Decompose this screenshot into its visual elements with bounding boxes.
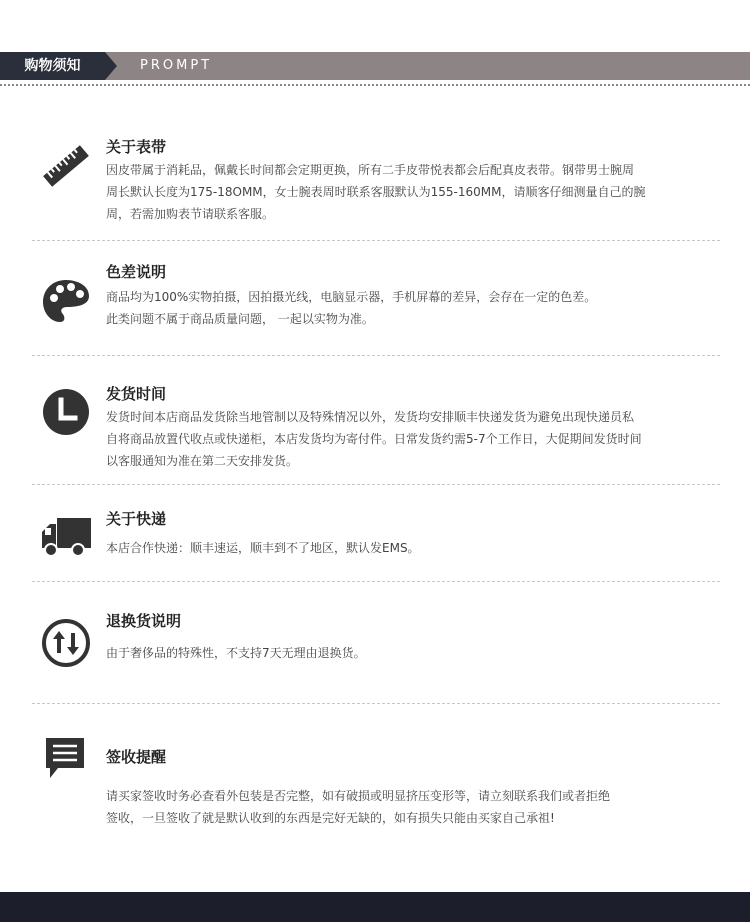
section-title: 色差说明	[106, 263, 167, 281]
section-body: 由于奢侈品的特殊性，不支持7天无理由退换货。	[106, 646, 366, 660]
palette-icon	[40, 276, 92, 328]
section-title: 退换货说明	[106, 612, 182, 630]
section-title: 签收提醒	[106, 748, 167, 766]
section-body: 因皮带属于消耗品，佩戴长时间都会定期更换，所有二手皮带悦表都会后配真皮表带。钢带男士腕周 周长默认长度为175-18OMM，女士腕表周时联系客服默认为155-160MM，请顺客仔细测量自己的腕 周，若需加购表节请联系客服。	[106, 163, 646, 221]
section-body: 商品均为100%实物拍摄，因拍摄光线，电脑显示器，手机屏幕的差异，会存在一定的色差。 此类问题不属于商品质量问题， 一起以实物为准。	[106, 290, 597, 326]
footer-bar	[0, 892, 750, 922]
clock-icon	[40, 386, 92, 438]
section-title: 关于快递	[106, 510, 167, 528]
divider	[32, 484, 720, 485]
exchange-icon	[40, 617, 92, 669]
divider	[32, 355, 720, 356]
section-body: 本店合作快递：顺丰速运，顺丰到不了地区，默认发EMS。	[106, 541, 420, 555]
truck-icon	[40, 512, 94, 564]
divider	[32, 581, 720, 582]
header-dotted-line	[0, 84, 750, 86]
section-title: 发货时间	[106, 385, 167, 403]
header-label: 购物须知	[0, 52, 105, 80]
section-body: 请买家签收时务必查看外包装是否完整，如有破损或明显挤压变形等，请立刻联系我们或者拒绝 签收，一旦签收了就是默认收到的东西是完好无缺的，如有损失只能由买家自己承祖!	[106, 789, 611, 825]
divider	[32, 703, 720, 704]
message-icon	[40, 734, 92, 786]
header-bar	[0, 52, 750, 80]
section-title: 关于表带	[106, 138, 167, 156]
divider	[32, 240, 720, 241]
section-body: 发货时间本店商品发货除当地管制以及特殊情况以外，发货均安排顺丰快递发货为避免出现快递员私 自将商品放置代收点或快递柜，本店发货均为寄付件。日常发货约需5-7个工作日，大促期间发货时间 以客服通知为准在第二天安排发货。	[106, 410, 642, 468]
header-prompt: PROMPT	[140, 58, 213, 73]
header-notch	[105, 52, 117, 80]
ruler-icon	[40, 140, 92, 192]
